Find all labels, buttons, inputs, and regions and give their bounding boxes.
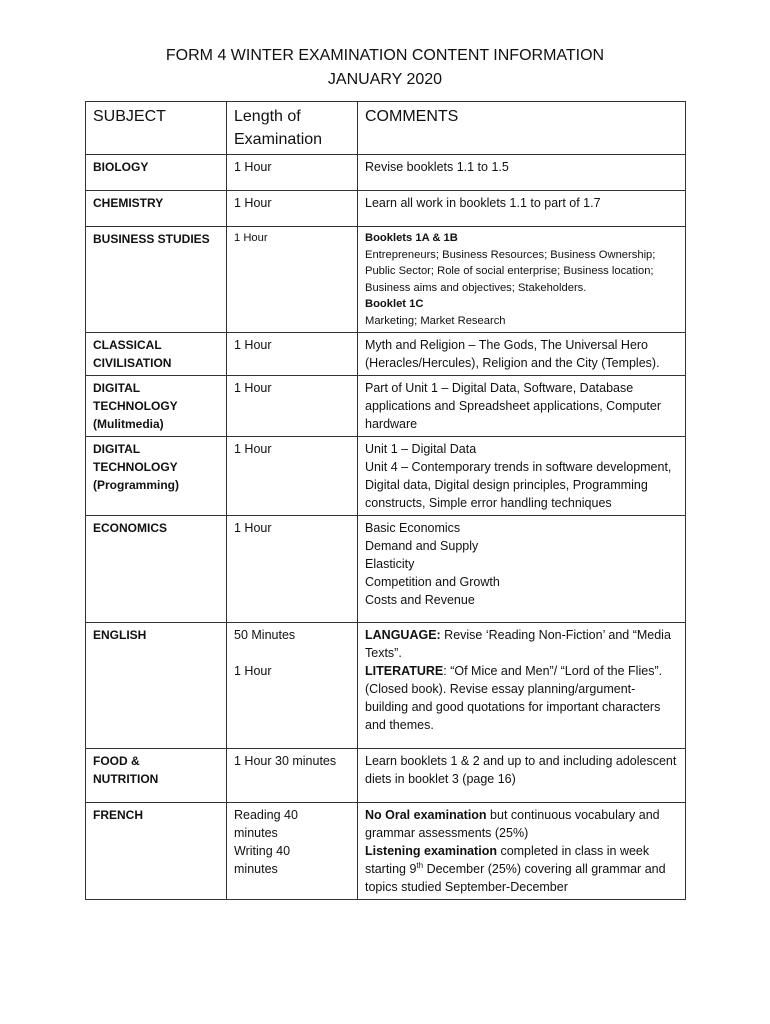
spacer bbox=[234, 644, 350, 662]
literature-label: LITERATURE bbox=[365, 664, 444, 678]
length-line-1: 50 Minutes bbox=[234, 628, 296, 642]
subject-cell: CHEMISTRY bbox=[86, 191, 227, 227]
comment-cell bbox=[358, 623, 686, 749]
business-text-1: Entrepreneurs; Business Resources; Business Ownership; Public Sector; Role of social enterprise; Business location; Business aims and objectives; Stakeholders. bbox=[365, 248, 656, 294]
subject-line-1: DIGITAL bbox=[93, 381, 141, 395]
comment-cell: Learn all work in booklets 1.1 to part of 1.7 bbox=[358, 191, 686, 227]
comment-cell: Part of Unit 1 – Digital Data, Software, Database applications and Spreadsheet applications, Computer hardware bbox=[358, 376, 686, 437]
listening-label: Listening examination bbox=[365, 844, 497, 858]
oral-text: but continuous vocabulary and grammar assessments (25%) bbox=[365, 808, 660, 840]
list-item: Demand and Supply bbox=[365, 539, 479, 553]
length-line-2: minutes bbox=[234, 826, 278, 840]
header-length-line-1: Length of bbox=[234, 108, 301, 125]
subject-cell: CLASSICAL CIVILISATION bbox=[86, 333, 227, 376]
listening-text-1: completed in class in week starting 9 bbox=[365, 844, 650, 876]
title-line-2: JANUARY 2020 bbox=[327, 71, 443, 88]
subject-line-2: TECHNOLOGY bbox=[93, 399, 178, 413]
subject-cell: ENGLISH bbox=[86, 623, 227, 749]
comment-cell: Myth and Religion – The Gods, The Universal Hero (Heracles/Hercules), Religion and the City (Temples). bbox=[358, 333, 686, 376]
business-heading-2: Booklet 1C bbox=[365, 298, 424, 310]
subject-line-3: (Mulitmedia) bbox=[93, 417, 164, 431]
table-row-economics bbox=[86, 516, 686, 623]
table-row-chemistry bbox=[86, 191, 686, 227]
length-cell bbox=[227, 623, 358, 749]
header-comments: COMMENTS bbox=[358, 102, 686, 155]
subject-line-2: TECHNOLOGY bbox=[93, 460, 178, 474]
length-cell: 1 Hour bbox=[227, 333, 358, 376]
table-row-biology bbox=[86, 155, 686, 191]
length-line-4: minutes bbox=[234, 862, 278, 876]
length-line-2: 1 Hour bbox=[234, 664, 272, 678]
exam-content-table bbox=[85, 101, 686, 900]
comment-line-2: Unit 4 – Contemporary trends in software development, Digital data, Digital design principles, Programming constructs, Simple error handling techniques bbox=[365, 460, 672, 510]
business-heading-1: Booklets 1A & 1B bbox=[365, 232, 458, 244]
subject-cell bbox=[86, 437, 227, 516]
subject-cell: BIOLOGY bbox=[86, 155, 227, 191]
length-cell: 1 Hour bbox=[227, 227, 358, 333]
header-subject: SUBJECT bbox=[86, 102, 227, 155]
english-language bbox=[365, 626, 678, 662]
table-row-digital-multimedia bbox=[86, 376, 686, 437]
comment-cell: Learn booklets 1 & 2 and up to and including adolescent diets in booklet 3 (page 16) bbox=[358, 749, 686, 803]
comment-cell bbox=[358, 516, 686, 623]
length-cell bbox=[227, 803, 358, 900]
table-header-row bbox=[86, 102, 686, 155]
length-cell: 1 Hour bbox=[227, 191, 358, 227]
listening-text-2: December (25%) covering all grammar and topics studied September-December bbox=[365, 862, 666, 894]
length-cell: 1 Hour bbox=[227, 376, 358, 437]
subject-cell: BUSINESS STUDIES bbox=[86, 227, 227, 333]
subject-line-3: (Programming) bbox=[93, 478, 180, 492]
comment-cell bbox=[358, 227, 686, 333]
subject-cell bbox=[86, 376, 227, 437]
subject-cell bbox=[86, 749, 227, 803]
list-item: Basic Economics bbox=[365, 521, 461, 535]
length-line-1: Reading 40 bbox=[234, 808, 298, 822]
french-listening bbox=[365, 842, 678, 896]
table-row-food-nutrition bbox=[86, 749, 686, 803]
length-cell: 1 Hour 30 minutes bbox=[227, 749, 358, 803]
list-item: Costs and Revenue bbox=[365, 593, 475, 607]
comment-cell: Revise booklets 1.1 to 1.5 bbox=[358, 155, 686, 191]
table-row-classical-civilisation bbox=[86, 333, 686, 376]
length-cell: 1 Hour bbox=[227, 516, 358, 623]
length-cell: 1 Hour bbox=[227, 437, 358, 516]
french-oral bbox=[365, 806, 678, 842]
oral-label: No Oral examination bbox=[365, 808, 487, 822]
document-title bbox=[0, 44, 770, 92]
table-row-digital-programming bbox=[86, 437, 686, 516]
header-length bbox=[227, 102, 358, 155]
table-row-english bbox=[86, 623, 686, 749]
subject-cell: FRENCH bbox=[86, 803, 227, 900]
english-literature bbox=[365, 662, 678, 734]
subject-cell: ECONOMICS bbox=[86, 516, 227, 623]
header-length-line-2: Examination bbox=[234, 131, 323, 148]
list-item: Elasticity bbox=[365, 557, 415, 571]
table-row-business-studies bbox=[86, 227, 686, 333]
language-label: LANGUAGE: bbox=[365, 628, 441, 642]
literature-text: : “Of Mice and Men”/ “Lord of the Flies”. (Closed book). Revise essay planning/argument-building and good quotations for important characters and themes. bbox=[365, 664, 663, 732]
length-cell: 1 Hour bbox=[227, 155, 358, 191]
list-item: Competition and Growth bbox=[365, 575, 500, 589]
comment-cell bbox=[358, 803, 686, 900]
comment-cell bbox=[358, 437, 686, 516]
subject-line-1: FOOD & bbox=[93, 754, 140, 768]
subject-line-1: DIGITAL bbox=[93, 442, 141, 456]
comment-line-1: Unit 1 – Digital Data bbox=[365, 442, 477, 456]
business-text-2: Marketing; Market Research bbox=[365, 314, 506, 327]
title-line-1: FORM 4 WINTER EXAMINATION CONTENT INFORMATION bbox=[165, 47, 605, 64]
listening-superscript: th bbox=[416, 860, 424, 870]
length-line-3: Writing 40 bbox=[234, 844, 291, 858]
table-row-french bbox=[86, 803, 686, 900]
language-text: Revise ‘Reading Non-Fiction’ and “Media Texts”. bbox=[365, 628, 671, 660]
subject-line-2: NUTRITION bbox=[93, 772, 159, 786]
